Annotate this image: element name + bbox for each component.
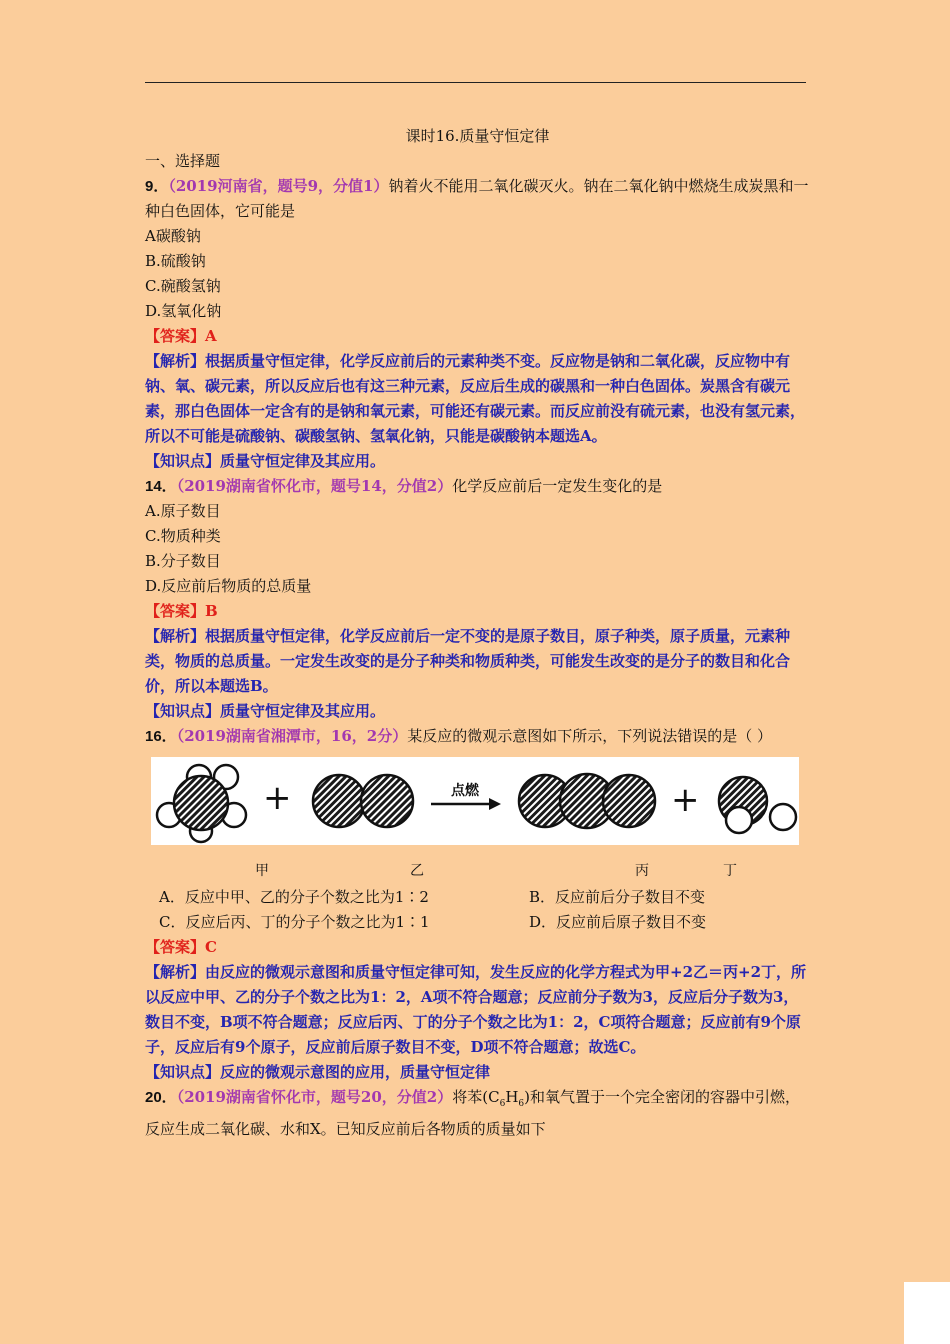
knowledge-point: 【知识点】质量守恒定律及其应用。 [145,702,386,720]
molecule-jia [157,765,246,842]
question-source: （2019湖南省怀化市，题号14，分值2） [176,477,453,495]
option: C.物质种类 [145,527,221,545]
question-number: 14． [145,478,177,495]
question-number: 20． [145,1089,177,1106]
question-stem-c: )和氧气置于一个完全密闭的容器中引燃，反应生成二氧化碳、水和X。已知反应前后各物质的质量如下 [145,1088,801,1138]
question-source: （2019湖南省怀化市，题号20，分值2） [176,1088,453,1106]
question-source: （2019河南省，题号9，分值1） [168,177,389,195]
molecule-ding [719,777,796,833]
knowledge-point: 【知识点】质量守恒定律及其应用。 [145,452,386,470]
molecule-labels [145,859,810,885]
question-number: 16． [145,728,177,745]
knowledge-point: 【知识点】反应的微观示意图的应用，质量守恒定律 [145,1063,491,1081]
option: D.氢氧化钠 [145,302,222,320]
option: D．反应前后原子数目不变 [529,913,707,931]
plus-sign-1: + [263,778,292,818]
molecule-bing [519,774,655,828]
label-ding: 丁 [723,863,737,879]
label-bing: 丙 [635,863,649,879]
analysis: 【解析】根据质量守恒定律，化学反应前后一定不变的是原子数目，原子种类，原子质量，元素种类，物质的总质量。一定发生改变的是分子种类和物质种类，可能发生改变的是分子的数目和化合价，所以本题选B。 [145,627,791,695]
reaction-diagram [151,757,799,845]
answer: 【答案】A [145,327,217,345]
options-grid [159,885,810,935]
option: A．反应中甲、乙的分子个数之比为1∶2 [159,888,429,906]
option: A.原子数目 [145,502,221,520]
question-number: 9． [145,178,169,195]
option: C．反应后丙、丁的分子个数之比为1∶1 [159,913,430,931]
question-16 [145,724,810,749]
question-9 [145,174,810,224]
label-yi: 乙 [410,863,424,879]
document-page [145,124,810,1142]
plus-sign-2: + [671,780,700,820]
subscript: 6 [499,1099,506,1109]
option: A碳酸钠 [145,227,201,245]
question-stem: 化学反应前后一定发生变化的是 [452,477,663,495]
option: C.碗酸氢钠 [145,277,221,295]
question-stem: 钠着火不能用二氧化碳灭火。钠在二氧化钠中燃烧生成炭黑和一种白色固体，它可能是 [145,177,809,220]
reaction-svg [151,757,799,845]
analysis: 【解析】由反应的微观示意图和质量守恒定律可知，发生反应的化学方程式为甲+2乙＝丙+2丁，所以反应中甲、乙的分子个数之比为1：2，A项不符合题意；反应前分子数为3，反应后分子数为3，数目不变，B项不符合题意；反应后丙、丁的分子个数之比为1：2，C项符合题意；反应前有9个原子，反应后有9个原子，反应前后原子数目不变，D项不符合题意；故选C。 [145,963,807,1056]
answer: 【答案】B [145,602,218,620]
molecule-yi [313,775,413,827]
question-stem: 某反应的微观示意图如下所示，下列说法错误的是（ ） [407,727,773,745]
option: B.硫酸钠 [145,252,206,270]
header-rule [145,82,806,83]
subscript: 6 [518,1099,525,1109]
section-heading: 一、选择题 [145,152,221,170]
question-14 [145,474,810,499]
reaction-arrow [431,798,501,810]
option: D.反应前后物质的总质量 [145,577,312,595]
option: B．反应前后分子数目不变 [529,888,706,906]
question-20 [145,1085,810,1142]
page-title: 课时16.质量守恒定律 [405,127,550,145]
option: B.分子数目 [145,552,221,570]
answer: 【答案】C [145,938,217,956]
label-jia: 甲 [255,863,269,879]
arrow-condition-label: 点燃 [451,783,479,799]
analysis: 【解析】根据质量守恒定律，化学反应前后的元素种类不变。反应物是钠和二氧化碳，反应物中有钠、氧、碳元素，所以反应后也有这三种元素，反应后生成的碳黑和一种白色固体。炭黑含有碳元素，那白色固体一定含有的是钠和氧元素，可能还有碳元素。而反应前没有硫元素，也没有氢元素，所以不可能是硫酸钠、碳酸氢钠、氢氧化钠，只能是碳酸钠本题选A。 [145,352,806,445]
question-stem-a: 将苯(C [452,1088,500,1106]
question-source: （2019湖南省湘潭市，16，2分） [176,727,408,745]
question-stem-b: H [505,1088,519,1106]
corner-panel [904,1282,950,1344]
